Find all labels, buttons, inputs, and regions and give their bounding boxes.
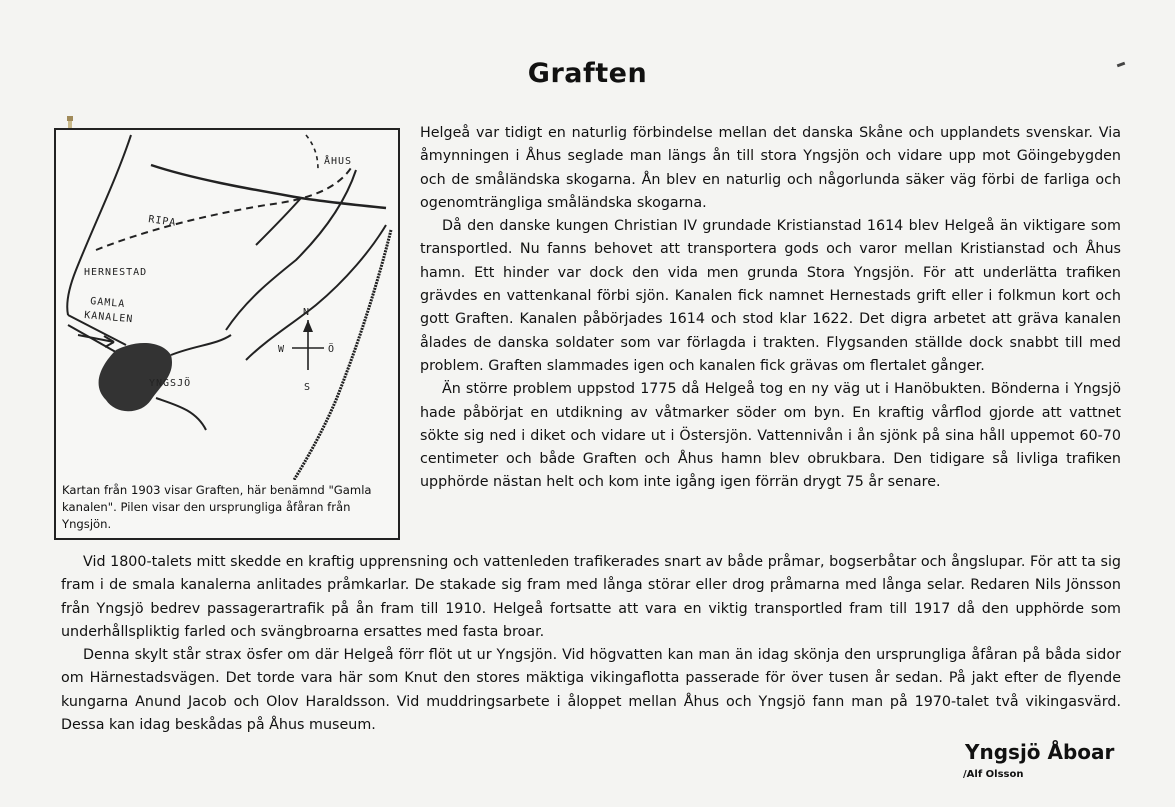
map-label-s: S: [304, 382, 312, 393]
paragraph: Helgeå var tidigt en naturlig förbindelse mellan det danska Skåne och upplandets svenskar. Via åmynningen i Åhus seglade man längs ån till stora Yngsjön och vidare upp mot Göingebygden och de småländska skogarna. Ån blev en naturlig och någorlunda säker väg förbi de farliga och ogenomträngliga småländska skogarna.: [420, 125, 1121, 211]
map-label-kanalen: KANALEN: [83, 310, 134, 326]
map-label-o: Ö: [328, 344, 336, 355]
map-label-ahus: ÅHUS: [324, 156, 353, 167]
paragraph: Vid 1800-talets mitt skedde en kraftig upprensning och vattenleden trafikerades snart av både pråmar, bogserbåtar och ångslupar. För att ta sig fram i de smala kanalerna anlitades pråmkarlar. De stakade sig fram med långa störar eller drog pråmarna med långa selar. Redaren Nils Jönsson från Yngsjö bedrev passagerartrafik på ån fram till 1910. Helgeå fortsatte att vara en viktig transportled fram till 1917 då den upphörde som underhållspliktig farled och svängbroarna ersattes med fasta broar.: [61, 554, 1121, 640]
map-caption: Kartan från 1903 visar Graften, här benämnd "Gamla kanalen". Pilen visar den ursprungliga åfåran från Yngsjön.: [62, 483, 372, 531]
historic-map: [56, 130, 398, 480]
signature: Yngsjö Åboar: [965, 740, 1115, 764]
map-label-ripa: RIPA: [147, 214, 177, 229]
map-label-w: W: [278, 344, 286, 355]
map-label-yngsjo: YNGSJÖ: [149, 378, 192, 389]
map-label-n: N: [303, 307, 311, 318]
paragraph: Då den danske kungen Christian IV grundade Kristianstad 1614 blev Helgeå än viktigare som transportled. Nu fanns behovet att transportera gods och varor mellan Kristianstad och Åhus hamn. Ett hinder var dock den vida men grunda Stora Yngsjön. För att underlätta trafiken grävdes en vattenkanal förbi sjön. Kanalen fick namnet Hernestads grift eller i folkmun kort och gott Graften. Kanalen påbörjades 1614 och stod klar 1622. Det digra arbetet att gräva kanalen ålades de danska soldater som var förlagda i trakten. Flygsanden ställde dock snabbt till med problem. Graften slammades igen och kanalen fick grävas om flertalet gånger.: [420, 218, 1121, 374]
paragraph: Än större problem uppstod 1775 då Helgeå tog en ny väg ut i Hanöbukten. Bönderna i Yngsjö hade påbörjat en utdikning av våtmarker söder om byn. En kraftig vårflod gjorde att vattnet sökte sig ned i diket och vidare ut i Östersjön. Vattennivån i ån sjönk på sina håll uppemot 60-70 centimeter och både Graften och Åhus hamn blev obrukbara. Den tidigare så livliga trafiken upphörde nästan helt och kom inte igång igen förrän drygt 75 år senare.: [420, 381, 1121, 491]
author: /Alf Olsson: [963, 769, 1024, 780]
right-column-text: [420, 122, 1121, 495]
page-title: Graften: [527, 58, 648, 89]
map-label-hernestad: HERNESTAD: [84, 267, 148, 278]
paragraph: Denna skylt står strax ösfer om där Helgeå förr flöt ut ur Yngsjön. Vid högvatten kan man än idag skönja den ursprungliga åfåran på båda sidor om Härnestadsvägen. Det torde vara här som Knut den stores mäktiga vikingaflotta passerade för över tusen år sedan. På jakt efter de flyende kungarna Anund Jacob och Olov Haraldsson. Vid muddringsarbete i åloppet mellan Åhus och Yngsjö fann man på 1970-talet två vikingasvärd. Dessa kan idag beskådas på Åhus museum.: [61, 647, 1121, 734]
map-label-gamla: GAMLA: [89, 296, 126, 311]
full-width-text: [61, 551, 1121, 737]
map-figure: [54, 128, 400, 540]
